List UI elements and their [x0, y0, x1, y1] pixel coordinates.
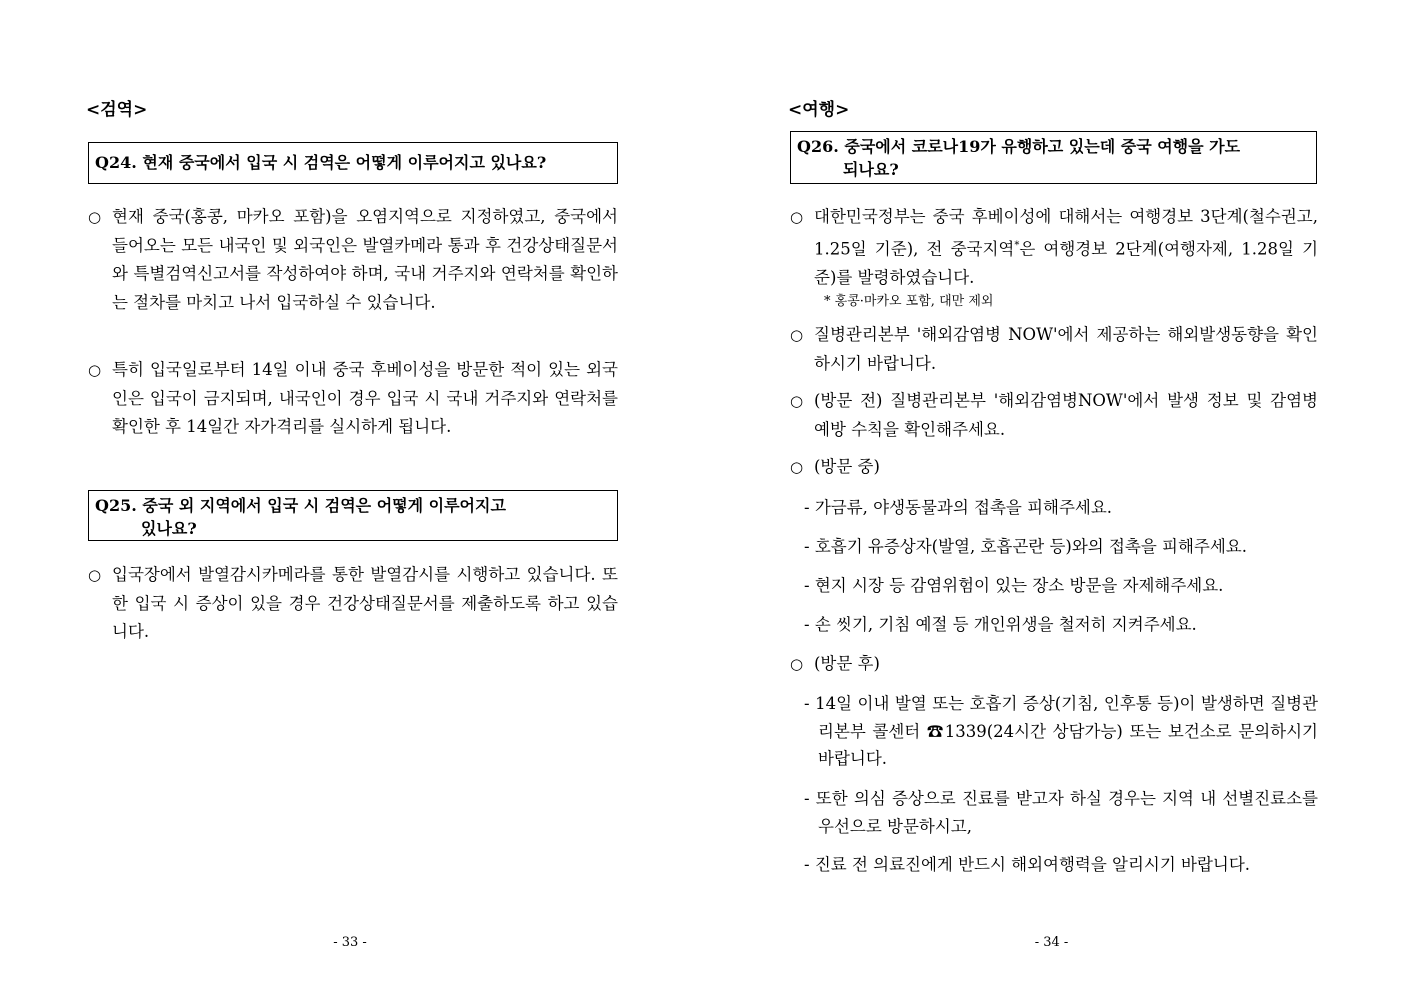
question-label: Q26.: [797, 137, 839, 156]
answer-item: [88, 356, 618, 442]
question-q26: [790, 131, 1317, 184]
left-page: [0, 0, 700, 992]
circle-bullet-icon: ○: [790, 458, 804, 476]
section-title-travel: <여행>: [788, 100, 850, 120]
list-item: - 호흡기 유증상자(발열, 호흡곤란 등)와의 접촉을 피해주세요.: [804, 537, 1247, 556]
answer-item: [790, 203, 1318, 292]
dash-icon: -: [804, 537, 810, 556]
question-label: Q25.: [95, 496, 137, 515]
circle-bullet-icon: ○: [790, 326, 804, 344]
answer-text: 대한민국정부는 중국 후베이성에 대해서는 여행경보 3단계(철수권고, 1.25일 기준), 전 중국지역*은 여행경보 2단계(여행자제, 1.28일 기준)를 발령하였습니다.: [814, 207, 1319, 287]
question-q24: [88, 142, 618, 184]
after-visit-header: ○ (방문 후): [790, 650, 1318, 679]
dash-icon: -: [804, 789, 810, 808]
answer-text: 현재 중국(홍콩, 마카오 포함)을 오염지역으로 지정하였고, 중국에서 들어오는 모든 내국인 및 외국인은 발열카메라 통과 후 건강상태질문서와 특별검역신고서를 작성하여야 하며, 국내 거주지와 연락처를 확인하는 절차를 마치고 나서 입국하실 수 있습니다.: [112, 207, 618, 312]
list-item: - 14일 이내 발열 또는 호흡기 증상(기침, 인후통 등)이 발생하면 질병관리본부 콜센터 ☎1339(24시간 상담가능) 또는 보건소로 문의하시기 바랍니다.: [804, 694, 1319, 768]
answer-text: (방문 전) 질병관리본부 '해외감염병NOW'에서 발생 정보 및 감염병 예방 수칙을 확인해주세요.: [814, 391, 1318, 439]
list-item: - 가금류, 야생동물과의 접촉을 피해주세요.: [804, 498, 1113, 517]
list-item: - 손 씻기, 기침 예절 등 개인위생을 철저히 지켜주세요.: [804, 615, 1197, 634]
footnote-marker: *: [1014, 239, 1020, 251]
question-text: 중국에서 코로나19가 유행하고 있는데 중국 여행을 가도: [844, 137, 1241, 156]
question-q25: [88, 490, 618, 541]
question-text-continued: 되나요?: [843, 160, 899, 179]
list-item: - 진료 전 의료진에게 반드시 해외여행력을 알리시기 바랍니다.: [804, 855, 1251, 874]
page-number: - 33 -: [333, 935, 367, 950]
circle-bullet-icon: ○: [88, 208, 102, 226]
question-text: 현재 중국에서 입국 시 검역은 어떻게 이루어지고 있나요?: [142, 153, 547, 172]
answer-text: 질병관리본부 '해외감염병 NOW'에서 제공하는 해외발생동향을 확인하시기 바랍니다.: [814, 325, 1318, 373]
footnote: * 홍콩·마카오 포함, 대만 제외: [824, 294, 994, 309]
right-page: [700, 0, 1403, 992]
dash-icon: -: [804, 855, 810, 874]
answer-item: [88, 561, 618, 647]
question-label: Q24.: [95, 153, 137, 172]
answer-text: 특히 입국일로부터 14일 이내 중국 후베이성을 방문한 적이 있는 외국인은 입국이 금지되며, 내국인이 경우 입국 시 국내 거주지와 연락처를 확인한 후 14일간 자가격리를 실시하게 됩니다.: [112, 360, 618, 436]
circle-bullet-icon: ○: [790, 392, 804, 410]
dash-icon: -: [804, 498, 810, 517]
question-text-continued: 있나요?: [141, 519, 197, 538]
answer-item: [790, 387, 1318, 444]
circle-bullet-icon: ○: [790, 208, 804, 226]
circle-bullet-icon: ○: [88, 361, 102, 379]
answer-text: 입국장에서 발열감시카메라를 통한 발열감시를 시행하고 있습니다. 또한 입국 시 증상이 있을 경우 건강상태질문서를 제출하도록 하고 있습니다.: [112, 565, 618, 641]
answer-item: [88, 203, 618, 317]
dash-icon: -: [804, 576, 810, 595]
dash-icon: -: [804, 615, 810, 634]
list-item: - 현지 시장 등 감염위험이 있는 장소 방문을 자제해주세요.: [804, 576, 1224, 595]
during-visit-header: ○ (방문 중): [790, 453, 1318, 482]
page-number: - 34 -: [1034, 935, 1069, 950]
answer-item: [790, 321, 1318, 378]
circle-bullet-icon: ○: [88, 566, 102, 584]
section-title-quarantine: <검역>: [86, 100, 148, 120]
dash-icon: -: [804, 694, 810, 713]
list-item: - 또한 의심 증상으로 진료를 받고자 하실 경우는 지역 내 선별진료소를 우선으로 방문하시고,: [804, 789, 1318, 836]
question-text: 중국 외 지역에서 입국 시 검역은 어떻게 이루어지고: [142, 496, 506, 515]
circle-bullet-icon: ○: [790, 655, 804, 673]
